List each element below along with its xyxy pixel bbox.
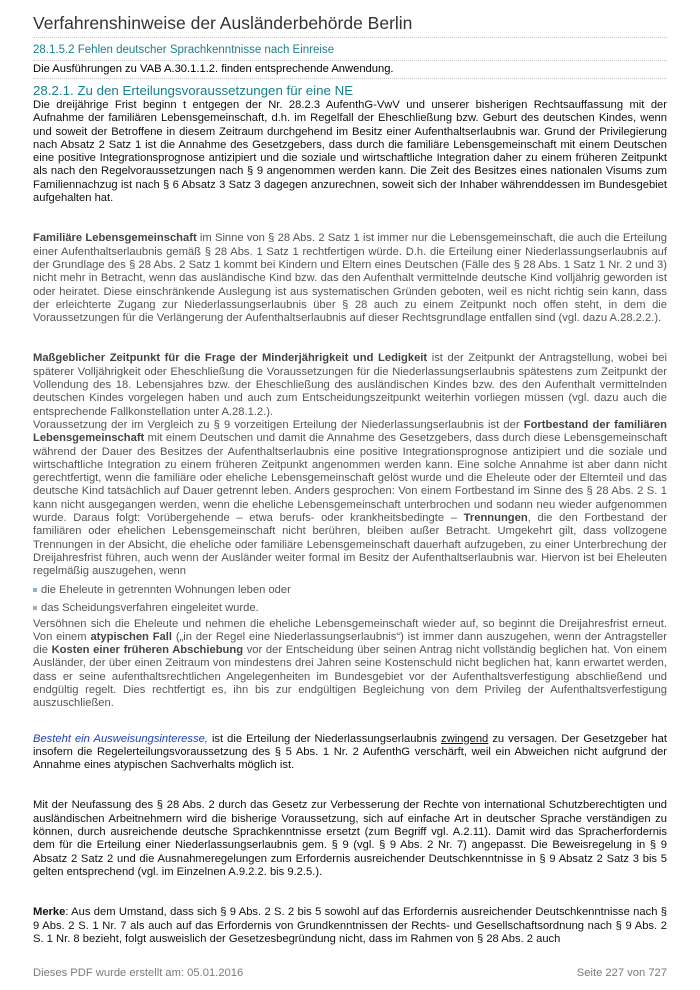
bold-term: Kosten einer früheren Abschiebung (51, 644, 244, 657)
paragraph-text: ist der Zeitpunkt der Antragstellung, wobei bei späterer Volljährigkeit oder Eheschließung die Voraussetzungen für die Niederlassungserlaubnis spätestens zum Zeitpunkt der Vollendung des 18. Lebensjahres bzw. der Eheschließung des ausländischen Kindes bzw. des den Aufenthalt vermittelnden deutschen Kindes vorgelegen haben und auch zum Entscheidungszeitpunkt weiterhin vorliegen müssen (vgl. dazu auch die entsprechende Fallkonstellation unter A.28.1.2.). (33, 352, 667, 418)
list-item: die Eheleute in getrennten Wohnungen leben oder (33, 581, 667, 600)
bold-term: Familiäre Lebensgemeinschaft (33, 232, 197, 245)
italic-term: Besteht ein Ausweisungsinteresse, (33, 732, 208, 745)
document-title: Verfahrenshinweise der Ausländerbehörde Berlin (33, 12, 667, 38)
paragraph-text: : Aus dem Umstand, dass sich § 9 Abs. 2 S. 2 bis 5 sowohl auf das Erfordernis ausreichender Deutschkenntnisse nach § 9 Abs. 2 S. 1 Nr. 7 als auch auf das Erfordernis von Grundkenntnissen der Rechts- und Gesellschaftsordnung nach § 9 Abs. 2 S. 1 Nr. 8 bezieht, folgt ausweislich der Gesetzesbegründung nicht, dass im Rahmen von § 28 Abs. 2 auch (33, 906, 667, 945)
paragraph-text: , die den Fortbestand der familiären oder ehelichen Lebensgemeinschaft nicht berühren, bleiben außer Betracht. Umgekehrt gilt, dass vollzogene Trennungen in der Absicht, die eheliche oder familiäre Lebensgemeinschaft dauerhaft aufzugeben, zu einer Unterbrechung der Dreijahresfrist führen, auch wenn der Ausländer weiter formal im Besitz der Aufenthaltserlaubnis war. Hiervon ist bei Eheleuten regelmäßig auszugehen, wenn (33, 512, 667, 578)
paragraph-text: Voraussetzung der im Vergleich zu § 9 vorzeitigen Erteilung der Niederlassungserlaubnis ist der (33, 418, 524, 431)
paragraph-atypischer-fall (33, 618, 667, 711)
underlined-term: zwingend (441, 732, 489, 745)
footer-created-date: Dieses PDF wurde erstellt am: 05.01.2016 (33, 967, 244, 979)
list-item: das Scheidungsverfahren eingeleitet wurde. (33, 599, 667, 618)
bold-term: Maßgeblicher Zeitpunkt für die Frage der Minderjährigkeit und Ledigkeit (33, 352, 428, 365)
paragraph-text: mit einem Deutschen und damit die Annahme des Gesetzgebers, dass durch diese Lebensgemeinschaft während der Dauer des Besitzes der Aufenthaltserlaubnis eine positive Integrationsprognose antizipiert und die soziale und wirtschaftliche Integration zu einem früheren Zeitpunkt angenommen werden kann. Eine solche Annahme ist aber dann nicht gerechtfertigt, wenn die familiäre oder eheliche Lebensgemeinschaft gelöst wurde und die Eheleute oder der Elternteil und das deutsche Kind tatsächlich auf Dauer getrennt leben. Anders gesprochen: Von einem Fortbestand im Sinne des § 28 Abs. 2 S. 1 kann nicht ausgegangen werden, wenn die eheliche Lebensgemeinschaft unterbrochen und sodann neu wieder aufgenommen wurde. Daraus folgt: Vorübergehende – etwa berufs- oder krankheitsbedingte – (33, 432, 667, 525)
paragraph-text: vor der Entscheidung über seinen Antrag nicht vollständig beglichen hat. Von einem Ausländer, der über einen Zeitraum von mindestens drei Jahren seine Kostenschuld nicht beglichen hat, kann erwartet werden, dass er seine aufenthaltsrechtlichen Angelegenheiten im Bundesgebiet vor der Aufenthaltsverfestigung abschließend und endgültig regelt. Dies rechtfertigt es, ihn bis zur endgültigen Begleichung von dem Privileg der Aufenthaltsverfestigung auszuschließen. (33, 644, 667, 710)
paragraph-massgeblicher-zeitpunkt (33, 352, 667, 418)
bullet-list (33, 581, 667, 618)
paragraph-merke (33, 906, 667, 946)
paragraph-fortbestand (33, 419, 667, 579)
paragraph-ausweisungsinteresse (33, 733, 667, 773)
paragraph-neufassung: Mit der Neufassung des § 28 Abs. 2 durch das Gesetz zur Verbesserung der Rechte von international Schutzberechtigten und ausländischen Arbeitnehmern wird die bisherige Voraussetzung, sich auf einfache Art in deutscher Sprache verständigen zu können, durch ausreichende deutsche Sprachkenntnisse ersetzt (zum Begriff vgl. A.2.11). Damit wird das Spracherfordernis dem für die Erteilung einer Niederlassungserlaubnis gem. § 9 (vgl. § 9 Abs. 2 Nr. 7) angepasst. Die Beweisregelung in § 9 Absatz 2 Satz 2 und die Ausnahmeregelungen zum Erfordernis ausreichender Deutschkenntnisse in § 9 Absatz 2 Satz 3 bis 5 gelten entsprechend (vgl. im Einzelnen A.9.2.2. bis 9.2.5.). (33, 799, 667, 878)
bold-term: Trennungen (463, 512, 528, 525)
paragraph-text: Versöhnen sich die Eheleute und nehmen die eheliche Lebensgemeinschaft wieder auf, so beginnt die Dreijahresfrist erneut. Von einem (33, 617, 667, 643)
paragraph-familiaere-lebensgemeinschaft (33, 232, 667, 325)
paragraph-text: ist die Erteilung der Niederlassungserlaubnis (207, 732, 442, 745)
section-heading-28-2-1: 28.2.1. Zu den Erteilungsvoraussetzungen für eine NE (33, 83, 354, 98)
paragraph-text: („in der Regel eine Niederlassungserlaubnis“) ist immer dann auszugehen, wenn der Antragsteller die (33, 630, 668, 657)
page-footer (33, 967, 667, 979)
section-text-28-1-5-2: Die Ausführungen zu VAB A.30.1.1.2. finden entsprechende Anwendung. (33, 62, 667, 79)
bold-term: Fortbestand der familiären Lebensgemeinschaft (33, 418, 667, 445)
document-page (33, 12, 667, 946)
paragraph-text: im Sinne von § 28 Abs. 2 Satz 1 ist immer nur die Lebensgemeinschaft, die auch die Erteilung einer Aufenthaltserlaubnis gemäß § 28 Abs. 1 Satz 1 rechtfertigen würde. D.h. die Erteilung einer Niederlassungserlaubnis auf der Grundlage des § 28 Abs. 2 Satz 1 kommt bei Kindern und Eltern eines Deutschen (Fälle des § 28 Abs. 1 Satz 1 Nr. 2 und 3) nicht mehr in Betracht, wenn das ausländische Kind bzw. das den Aufenthalt vermittelnde deutsche Kind volljährig geworden ist oder heiratet. Diese einschränkende Auslegung ist aus systematischen Gründen geboten, weil es nicht richtig sein kann, dass der erleichterte Zugang zur Niederlassungserlaubnis über § 28 auch zu einem Zeitpunkt noch offen steht, in dem die Voraussetzungen für die Verlängerung der Aufenthaltserlaubnis auf dieser Rechtsgrundlage entfallen sind (vgl. dazu A.28.2.2.). (33, 232, 667, 325)
section-heading-28-1-5-2: 28.1.5.2 Fehlen deutscher Sprachkenntnisse nach Einreise (33, 43, 667, 61)
paragraph-text: zu versagen. Der Gesetzgeber hat insofern die Regelerteilungsvoraussetzung des § 5 Abs. 1 Nr. 2 AufenthG verschärft, weil ein Abweichen nicht aufgrund der Annahme eines atypischen Sachverhalts möglich ist. (33, 732, 667, 772)
bold-term: atypischen Fall (90, 630, 172, 643)
bold-term: Merke (33, 906, 66, 919)
paragraph-dreijaehrige-frist: Die dreijährige Frist beginn t entgegen der Nr. 28.2.3 AufenthG-VwV und unserer bisherigen Rechtsauffassung mit der Aufnahme der familiären Lebensgemeinschaft, d.h. im Regelfall der Eheschließung bzw. Geburt des deutschen Kindes, wenn und soweit der Betroffene in diesem Zeitraum durchgehend im Besitz einer Aufenthaltserlaubnis war. Grund der Privilegierung nach Absatz 2 Satz 1 ist die Annahme des Gesetzgebers, dass durch die familiäre Lebensgemeinschaft mit einem Deutschen eine positive Integrationsprognose antizipiert und die soziale und wirtschaftliche Integration daher zu einem früheren Zeitpunkt als nach den Regelvoraussetzungen nach § 9 angenommen werden kann. Die Zeit des Besitzes eines nationalen Visums zum Familiennachzug ist nach § 6 Absatz 3 Satz 3 dagegen anzurechnen, soweit sich der Inhaber währenddessen im Bundesgebiet aufgehalten hat. (33, 99, 667, 205)
footer-page-number: Seite 227 von 727 (576, 967, 667, 979)
